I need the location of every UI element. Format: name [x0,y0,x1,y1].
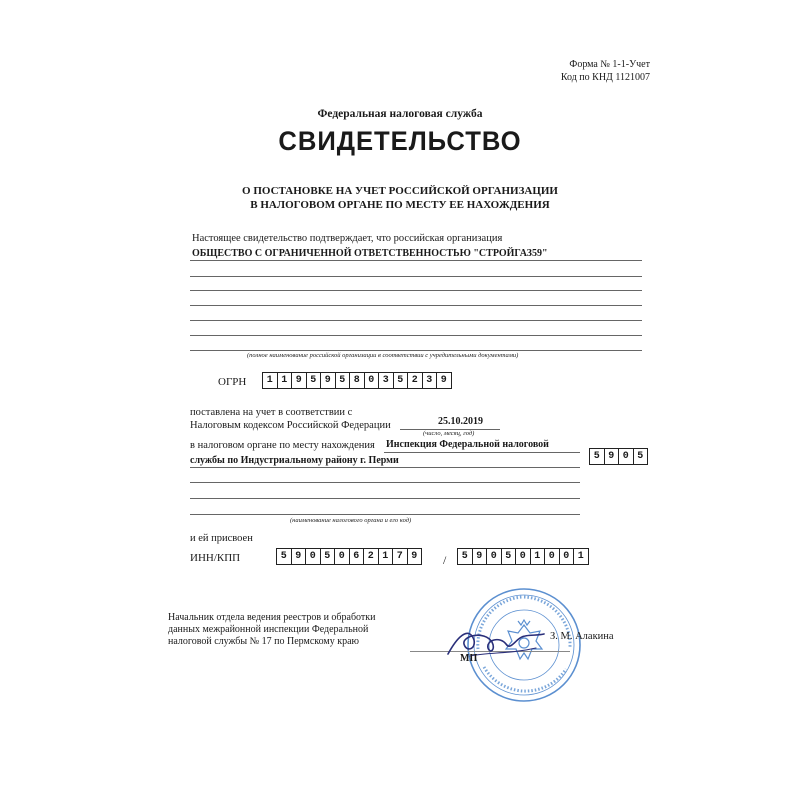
ogrn-digit-6: 5 [336,373,351,388]
inn-boxes [276,548,422,565]
kpp-digit-5: 0 [516,549,531,564]
signatory-line-2: данных межрайонной инспекции Федеральной [168,624,369,635]
inn-digit-9: 7 [393,549,408,564]
kpp-digit-9: 1 [577,551,584,562]
ogrn-boxes [262,372,452,389]
date-caption: (число, месяц, год) [423,430,475,437]
inn-digit-7: 2 [364,549,379,564]
tax-line-1 [384,452,580,453]
ogrn-digit-5: 9 [321,373,336,388]
subtitle-line-1: О ПОСТАНОВКЕ НА УЧЕТ РОССИЙСКОЙ ОРГАНИЗАЦИИ [242,185,558,197]
ogrn-label: ОГРН [218,376,247,388]
document-subtitle [0,184,800,212]
kpp-digit-8: 0 [560,549,575,564]
tax-office-code-boxes [589,448,648,465]
mp-label: МП [460,653,478,664]
agency-name: Федеральная налоговая служба [317,108,483,120]
knd-code: Код по КНД 1121007 [560,72,650,83]
inn-digit-3: 0 [306,549,321,564]
inn-digit-2: 9 [292,549,307,564]
ogrn-digit-2: 1 [278,373,293,388]
org-line-6 [190,335,642,336]
kpp-digit-4: 5 [502,549,517,564]
org-line-4 [190,305,642,306]
tax-code-digit-1: 5 [590,449,605,464]
subtitle-line-2: В НАЛОГОВОМ ОРГАНЕ ПО МЕСТУ ЕЕ НАХОЖДЕНИЯ [250,199,550,211]
tax-line-5 [190,514,580,515]
handwritten-signature [440,622,550,662]
ogrn-digit-7: 8 [350,373,365,388]
document-title: СВИДЕТЕЛЬСТВО [278,126,522,156]
inn-kpp-label: ИНН/КПП [190,552,241,564]
intro-text: Настоящее свидетельство подтверждает, что российская организация [192,233,503,244]
form-number: Форма № 1-1-Учет [569,59,650,70]
ogrn-digit-10: 5 [394,373,409,388]
ogrn-digit-9: 3 [379,373,394,388]
kpp-digit-7: 0 [545,549,560,564]
ogrn-digit-8: 0 [365,373,380,388]
inn-digit-6: 6 [350,549,365,564]
kpp-digit-6: 1 [531,549,546,564]
tax-line-4 [190,498,580,499]
inn-digit-4: 5 [321,549,336,564]
ogrn-digit-4: 5 [307,373,322,388]
org-line-2 [190,276,642,277]
tax-office-caption: (наименование налогового органа и его код) [290,517,412,524]
assigned-text: и ей присвоен [190,533,253,544]
signatory-name: З. М. Алакина [550,631,614,642]
registration-date: 25.10.2019 [438,416,483,427]
tax-code-digit-3: 0 [619,449,634,464]
ogrn-digit-12: 3 [423,373,438,388]
tax-office-name-1: Инспекция Федеральной налоговой [386,439,549,450]
org-caption: (полное наименование российской организации в соответствии с учредительными документами) [247,352,519,359]
org-line-3 [190,290,642,291]
organization-name: ОБЩЕСТВО С ОГРАНИЧЕННОЙ ОТВЕТСТВЕННОСТЬЮ "СТРОЙГАЗ59" [192,248,548,259]
inn-digit-5: 0 [335,549,350,564]
org-line-5 [190,320,642,321]
ogrn-digit-1: 1 [263,373,278,388]
signatory-line-3: налоговой службы № 17 по Пермскому краю [168,636,360,647]
org-line-7 [190,350,642,351]
ogrn-digit-3: 9 [292,373,307,388]
registration-line-2: Налоговым кодексом Российской Федерации [190,420,391,431]
tax-line-2 [190,467,580,468]
kpp-digit-1: 5 [458,549,473,564]
tax-code-digit-2: 9 [605,449,620,464]
registration-line-1: поставлена на учет в соответствии с [190,407,353,418]
ogrn-digit-11: 2 [408,373,423,388]
org-line-1 [190,260,642,261]
inn-digit-1: 5 [277,549,292,564]
kpp-digit-3: 0 [487,549,502,564]
inn-digit-8: 1 [379,549,394,564]
tax-office-prefix: в налоговом органе по месту нахождения [190,440,375,451]
inn-kpp-separator: / [443,553,447,567]
tax-line-3 [190,482,580,483]
tax-office-name-2: службы по Индустриальному району г. Перми [190,455,399,466]
kpp-boxes [457,548,589,565]
signatory-line-1: Начальник отдела ведения реестров и обработки [168,612,376,623]
inn-digit-10: 9 [411,551,418,562]
kpp-digit-2: 9 [473,549,488,564]
ogrn-digit-13: 9 [440,375,447,386]
tax-code-digit-4: 5 [637,451,644,462]
signatory-position [168,612,375,648]
